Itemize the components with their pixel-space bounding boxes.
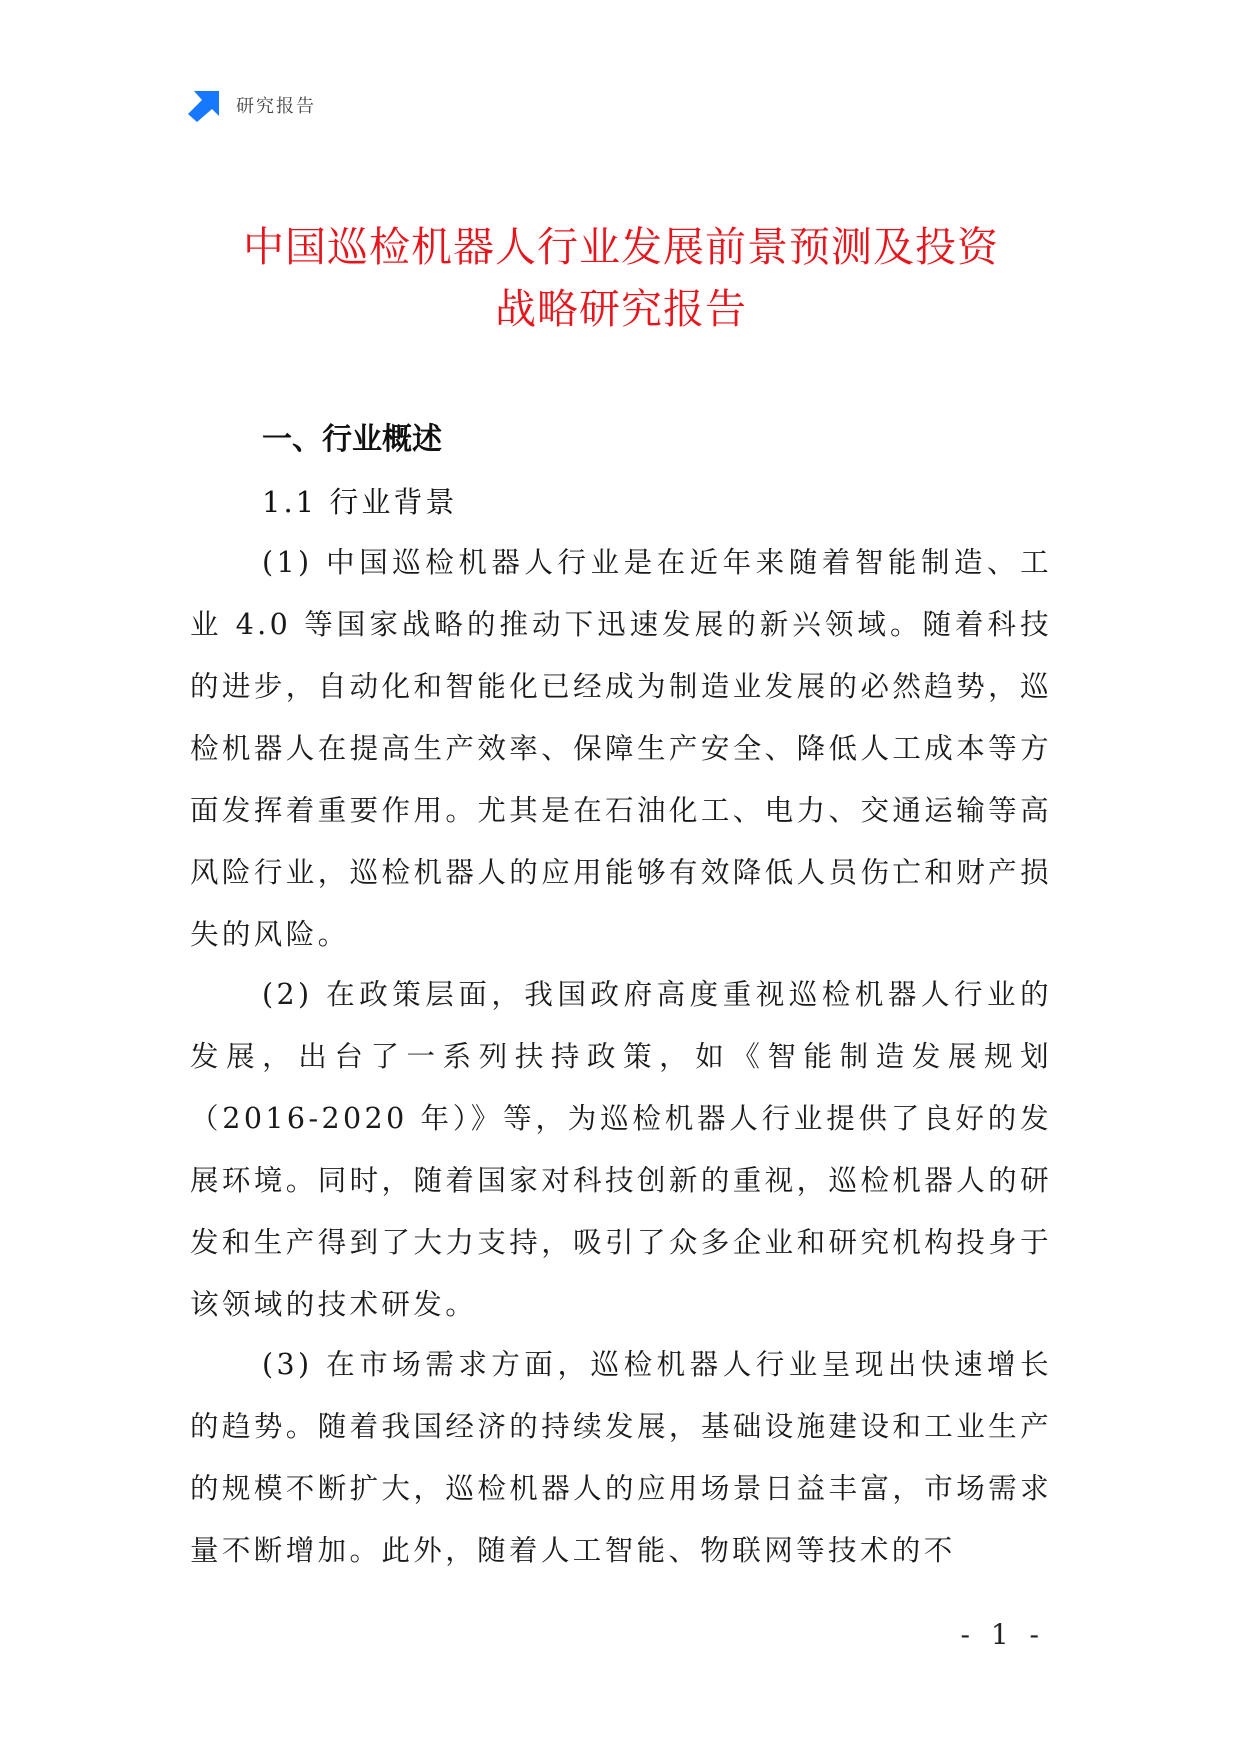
subsection-heading: 1.1 行业背景 — [262, 485, 458, 519]
page-number: - 1 - — [960, 1618, 1045, 1651]
body-paragraph-3: (3) 在市场需求方面，巡检机器人行业呈现出快速增长的趋势。随着我国经济的持续发展，基础设施建设和工业生产的规模不断扩大，巡检机器人的应用场景日益丰富，市场需求量不断增加。此外，随着人工智能、物联网等技术的不 — [190, 1348, 1052, 1567]
section-heading: 一、行业概述 — [262, 422, 442, 457]
title-line-2: 战略研究报告 — [495, 285, 747, 333]
document-title — [190, 216, 1052, 340]
arrow-up-right-icon — [188, 88, 222, 122]
title-line-1: 中国巡检机器人行业发展前景预测及投资 — [243, 223, 999, 271]
body-paragraph-2: (2) 在政策层面，我国政府高度重视巡检机器人行业的发展，出台了一系列扶持政策，如《智能制造发展规划（2016-2020 年）》等，为巡检机器人行业提供了良好的发展环境。同时，随着国家对科技创新的重视，巡检机器人的研发和生产得到了大力支持，吸引了众多企业和研究机构投身于该领域的技术研发。 — [190, 978, 1052, 1321]
body-paragraph-1: (1) 中国巡检机器人行业是在近年来随着智能制造、工业 4.0 等国家战略的推动下迅速发展的新兴领域。随着科技的进步，自动化和智能化已经成为制造业发展的必然趋势，巡检机器人在提高生产效率、保障生产安全、降低人工成本等方面发挥着重要作用。尤其是在石油化工、电力、交通运输等高风险行业，巡检机器人的应用能够有效降低人员伤亡和财产损失的风险。 — [190, 546, 1052, 951]
header-label: 研究报告 — [236, 96, 316, 117]
page-header — [188, 88, 316, 122]
